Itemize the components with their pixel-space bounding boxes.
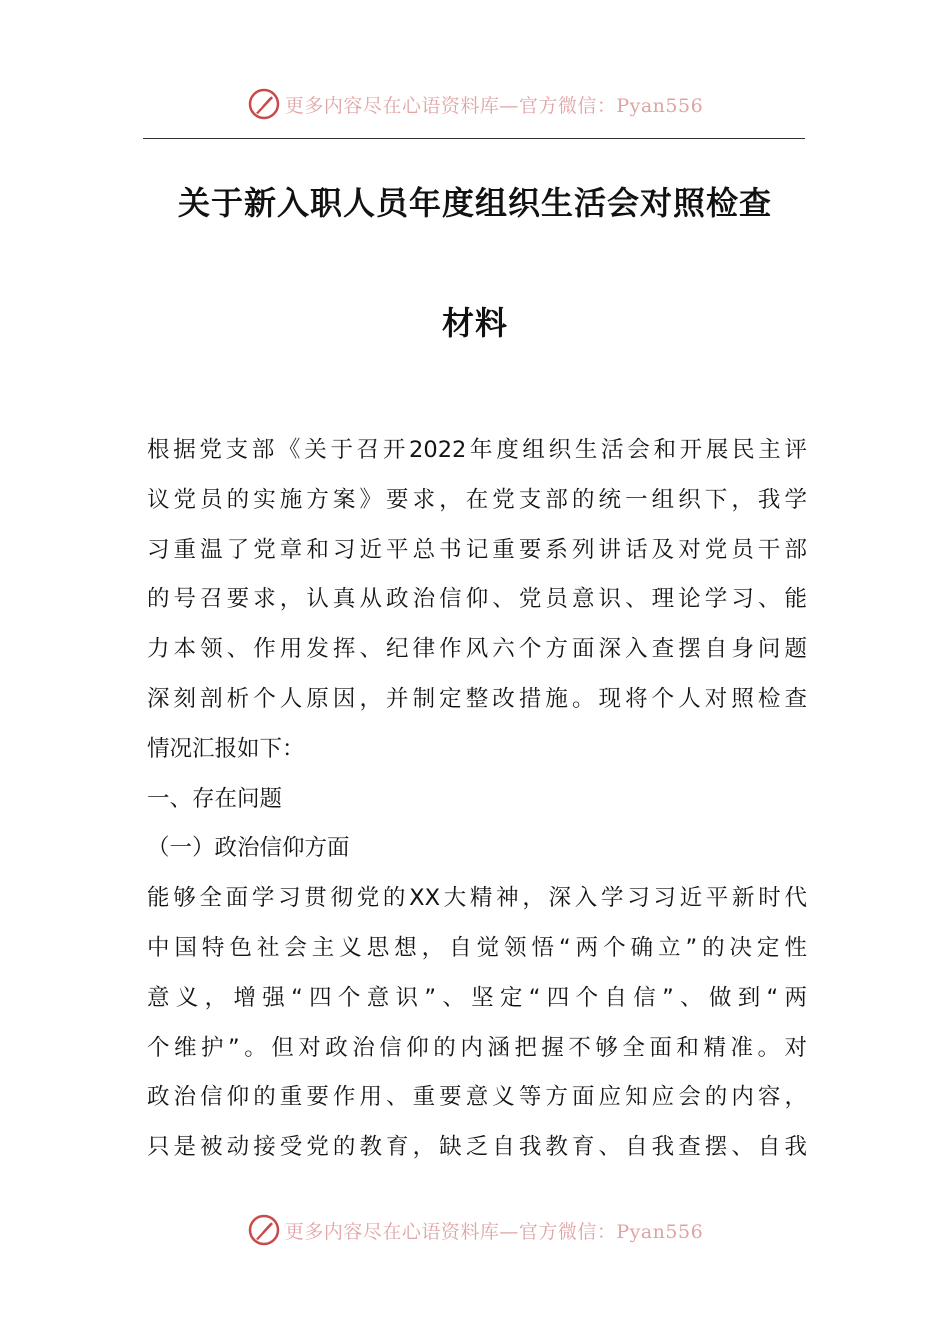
- document-title-line-1: 关于新入职人员年度组织生活会对照检查: [177, 184, 772, 222]
- body-line: 力本领、作用发挥、纪律作风六个方面深入查摆自身问题: [147, 636, 807, 663]
- body-line: 只是被动接受党的教育，缺乏自我教育、自我查摆、自我: [147, 1134, 807, 1161]
- body-line: 意义，增强“四个意识”、坚定“四个自信”、做到“两: [147, 984, 807, 1011]
- document-body: [147, 426, 807, 1173]
- watermark-text: 更多内容尽在心语资料库—官方微信：Pyan556: [284, 94, 704, 117]
- section-heading: 一、存在问题: [147, 785, 283, 812]
- body-line: 中国特色社会主义思想，自觉领悟“两个确立”的决定性: [147, 934, 807, 961]
- body-line: 的号召要求，认真从政治信仰、党员意识、理论学习、能: [147, 586, 807, 613]
- watermark-text: 更多内容尽在心语资料库—官方微信：Pyan556: [284, 1220, 704, 1243]
- body-line: 政治信仰的重要作用、重要意义等方面应知应会的内容，: [147, 1084, 807, 1111]
- header-divider: [143, 138, 805, 139]
- quill-logo-icon: [247, 87, 281, 121]
- body-line: 个维护”。但对政治信仰的内涵把握不够全面和精准。对: [147, 1034, 807, 1061]
- subsection-heading: （一）政治信仰方面: [147, 835, 350, 862]
- body-line: 深刻剖析个人原因，并制定整改措施。现将个人对照检查: [147, 685, 807, 712]
- quill-logo-icon: [247, 1213, 281, 1247]
- body-line: 情况汇报如下：: [147, 735, 305, 762]
- body-line: 根据党支部《关于召开2022年度组织生活会和开展民主评: [147, 437, 807, 463]
- watermark-header: [0, 84, 950, 124]
- body-line: 议党员的实施方案》要求，在党支部的统一组织下，我学: [147, 486, 807, 513]
- document-title-line-2: 材料: [441, 304, 508, 342]
- watermark-footer: [0, 1210, 950, 1250]
- body-line: 习重温了党章和习近平总书记重要系列讲话及对党员干部: [147, 536, 807, 563]
- body-line: 能够全面学习贯彻党的XX大精神，深入学习习近平新时代: [147, 885, 807, 912]
